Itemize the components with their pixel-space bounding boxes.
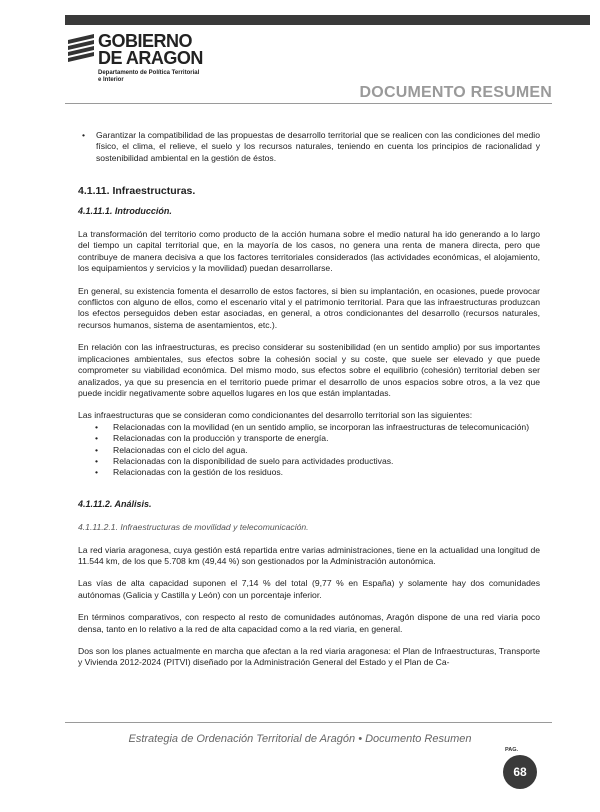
section-title: 4.1.11. Infraestructuras. xyxy=(78,185,196,198)
subsubsection-title-movilidad: 4.1.11.2.1. Infraestructuras de movilidad y telecomunicación. xyxy=(78,522,309,533)
list-item: • Relacionadas con la gestión de los residuos. xyxy=(78,467,540,478)
paragraph-8: Dos son los planes actualmente en marcha que afectan a la red viaria aragonesa: el Plan de Infraestructuras, Transporte y Vivienda 2012-2024 (PITVI) diseñado por la Administración General del Estado y el Plan de Ca- xyxy=(78,646,540,668)
intro-bullet: • Garantizar la compatibilidad de las propuestas de desarrollo territorial que se realicen con las condiciones del medio físico, el clima, el relieve, el suelo y los recursos naturales, teniendo en cuenta los principios de racionalidad y sostenibilidad ambiental en la gestión de éstos. xyxy=(78,130,540,164)
aragon-emblem-icon xyxy=(66,32,96,66)
document-title: DOCUMENTO RESUMEN xyxy=(359,84,552,101)
list-item: • Relacionadas con la disponibilidad de suelo para actividades productivas. xyxy=(78,456,540,467)
main-content xyxy=(78,130,540,680)
page-number-badge: 68 xyxy=(503,755,537,789)
page-label: PAG. xyxy=(505,747,519,753)
subsection-title-introduccion: 4.1.11.1. Introducción. xyxy=(78,205,172,216)
logo-text-line1: GOBIERNO xyxy=(98,31,193,51)
paragraph-7: En términos comparativos, con respecto al resto de comunidades autónomas, Aragón dispone de una red viaria poco densa, tanto en lo relativo a la red de alta capacidad como a la red viaria, en general. xyxy=(78,612,540,634)
paragraph-1: La transformación del territorio como producto de la acción humana sobre el medio natural ha ido generando a lo largo del tiempo un capital territorial que, en la mayoría de los casos, no genera una renta de manera directa, pero que contribuye de manera decisiva a que los factores territoriales considerados (las actividades económicas, el alojamiento, los equipamientos y servicios y la movilidad) puedan desarrollarse. xyxy=(78,229,540,274)
list-item: • Relacionadas con la movilidad (en un sentido amplio, se incorporan las infraestructuras de telecomunicación) xyxy=(78,422,540,433)
paragraph-2: En general, su existencia fomenta el desarrollo de estos factores, si bien su implantación, en ocasiones, puede provocar conflictos con alguno de ellos, como el escenario vital y el patrimonio territorial. Para que las infraestructuras produzcan los efectos perseguidos deben estar asociadas, en general, a otros condicionantes del desarrollo (recursos naturales, recursos humanos, sistema de asentamientos, etc.). xyxy=(78,285,540,330)
footer-rule xyxy=(65,722,552,723)
paragraph-3: En relación con las infraestructuras, es preciso considerar su sostenibilidad (en un sentido amplio) por sus importantes implicaciones ambientales, sus efectos sobre la cohesión social y su coste, que suele ser elevado y que puede comprometer su viabilidad económica. Del mismo modo, sus efectos sobre el equilibrio (cohesión) territorial deben ser analizados, ya que su presencia en el territorio puede primar el desarrollo de unos espacios sobre otros, a la vez que puede incidir negativamente sobre aquellos lugares en los que están implantadas. xyxy=(78,342,540,398)
list-item: • Relacionadas con el ciclo del agua. xyxy=(78,445,540,456)
paragraph-6: Las vías de alta capacidad suponen el 7,14 % del total (9,77 % en España) y solamente hay dos comunidades autónomas (Galicia y Castilla y León) con un porcentaje inferior. xyxy=(78,578,540,600)
footer-text: Estrategia de Ordenación Territorial de Aragón • Documento Resumen xyxy=(128,733,472,745)
list-item: • Relacionadas con la producción y transporte de energía. xyxy=(78,433,540,444)
paragraph-4: Las infraestructuras que se consideran como condicionantes del desarrollo territorial son las siguientes: xyxy=(78,410,473,421)
department-line2: e Interior xyxy=(98,77,124,83)
gobierno-aragon-logo xyxy=(66,32,226,92)
paragraph-5: La red viaria aragonesa, cuya gestión está repartida entre varias administraciones, tiene en la actualidad una longitud de 11.544 km, de los que 5.708 km (49,44 %) son gestionados por la Administración autonómica. xyxy=(78,544,540,566)
infrastructure-list xyxy=(78,422,540,479)
logo-text-line2: DE ARAGON xyxy=(98,48,203,68)
header-rule xyxy=(65,103,552,104)
department-line1: Departamento de Política Territorial xyxy=(98,70,200,76)
top-bar xyxy=(65,15,590,25)
department-name xyxy=(98,70,238,84)
subsection-title-analisis: 4.1.11.2. Análisis. xyxy=(78,498,152,509)
